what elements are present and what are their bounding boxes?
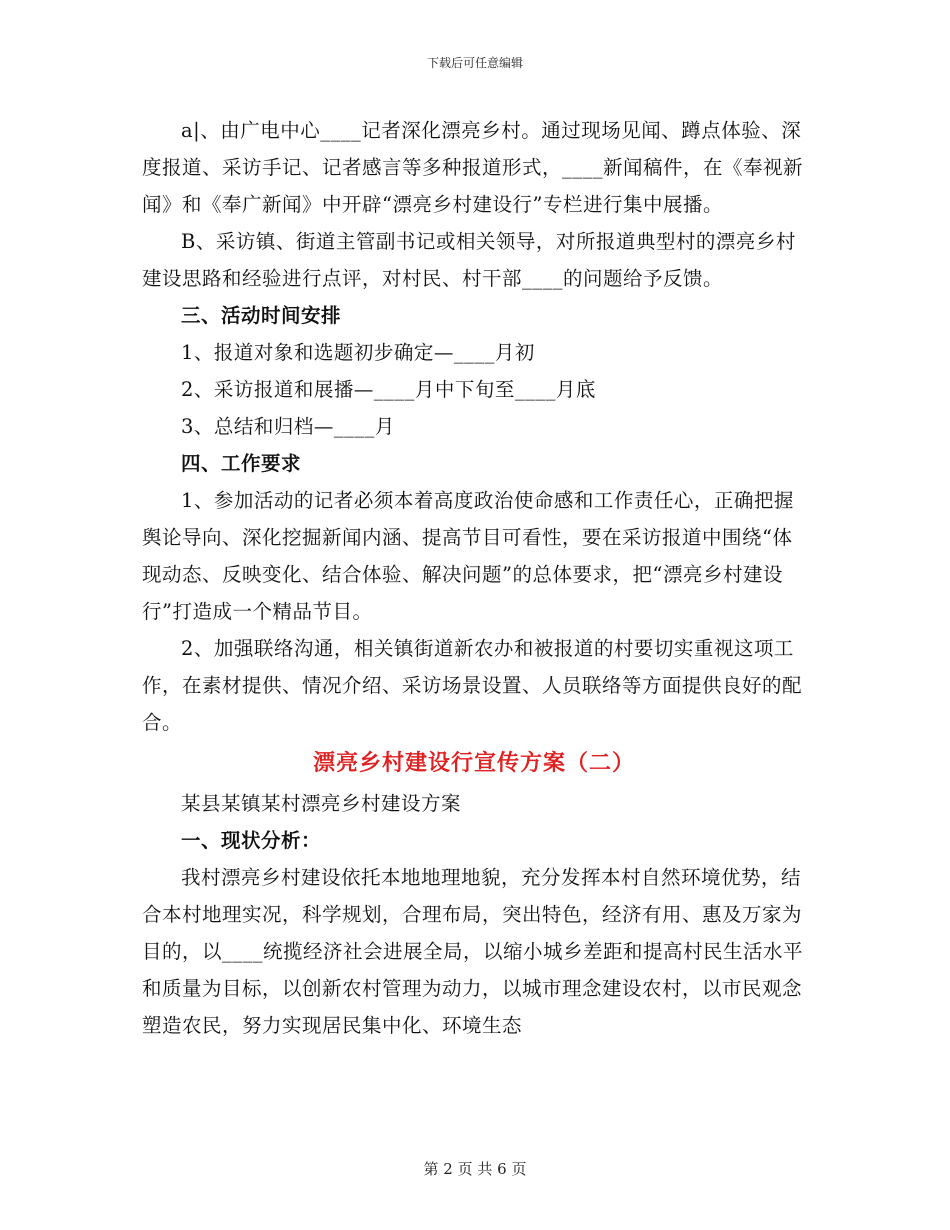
document-body xyxy=(142,112,806,1044)
requirement-item-1: 1、参加活动的记者必须本着高度政治使命感和工作责任心，正确把握舆论导向、深化挖掘新闻内涵、提高节目可看性，要在采访报道中围绕“体现动态、反映变化、结合体验、解决问题”的总体要求，把“漂亮乡村建设行”打造成一个精品节目。 xyxy=(142,489,794,623)
paragraph-a: a|、由广电中心____记者深化漂亮乡村。通过现场见闻、蹲点体验、深度报道、采访手记、记者感言等多种报道形式，____新闻稿件，在《奉视新闻》和《奉广新闻》中开辟“漂亮乡村建设行”专栏进行集中展播。 xyxy=(142,119,804,216)
document-title-2: 漂亮乡村建设行宣传方案（二） xyxy=(312,750,635,776)
schedule-item-1: 1、报道对象和选题初步确定—____月初 xyxy=(181,341,535,364)
section-heading-requirements: 四、工作要求 xyxy=(181,452,302,475)
page-footer: 第 2 页 共 6 页 xyxy=(423,1160,527,1178)
requirement-item-2: 2、加强联络沟通，相关镇街道新农办和被报道的村要切实重视这项工作，在素材提供、情况介绍、采访场景设置、人员联络等方面提供良好的配合。 xyxy=(142,637,803,734)
schedule-item-3: 3、总结和归档—____月 xyxy=(181,415,395,438)
analysis-paragraph: 我村漂亮乡村建设依托本地地理地貌，充分发挥本村自然环境优势，结合本村地理实况，科学规划，合理布局，突出特色，经济有用、惠及万家为目的，以____统揽经济社会进展全局，以缩小城乡差距和提高村民生活水平和质量为目标，以创新农村管理为动力，以城市理念建设农村，以市民观念塑造农民，努力实现居民集中化、环境生态 xyxy=(142,866,804,1037)
plan-subtitle: 某县某镇某村漂亮乡村建设方案 xyxy=(181,792,462,815)
page-header: 下载后可任意编辑 xyxy=(426,56,523,70)
paragraph-b: B、采访镇、街道主管副书记或相关领导，对所报道典型村的漂亮乡村建设思路和经验进行点评，对村民、村干部____的问题给予反馈。 xyxy=(142,230,796,290)
section-heading-schedule: 三、活动时间安排 xyxy=(181,304,342,327)
section-heading-analysis: 一、现状分析： xyxy=(181,829,322,852)
schedule-item-2: 2、采访报道和展播—____月中下旬至____月底 xyxy=(181,378,596,401)
